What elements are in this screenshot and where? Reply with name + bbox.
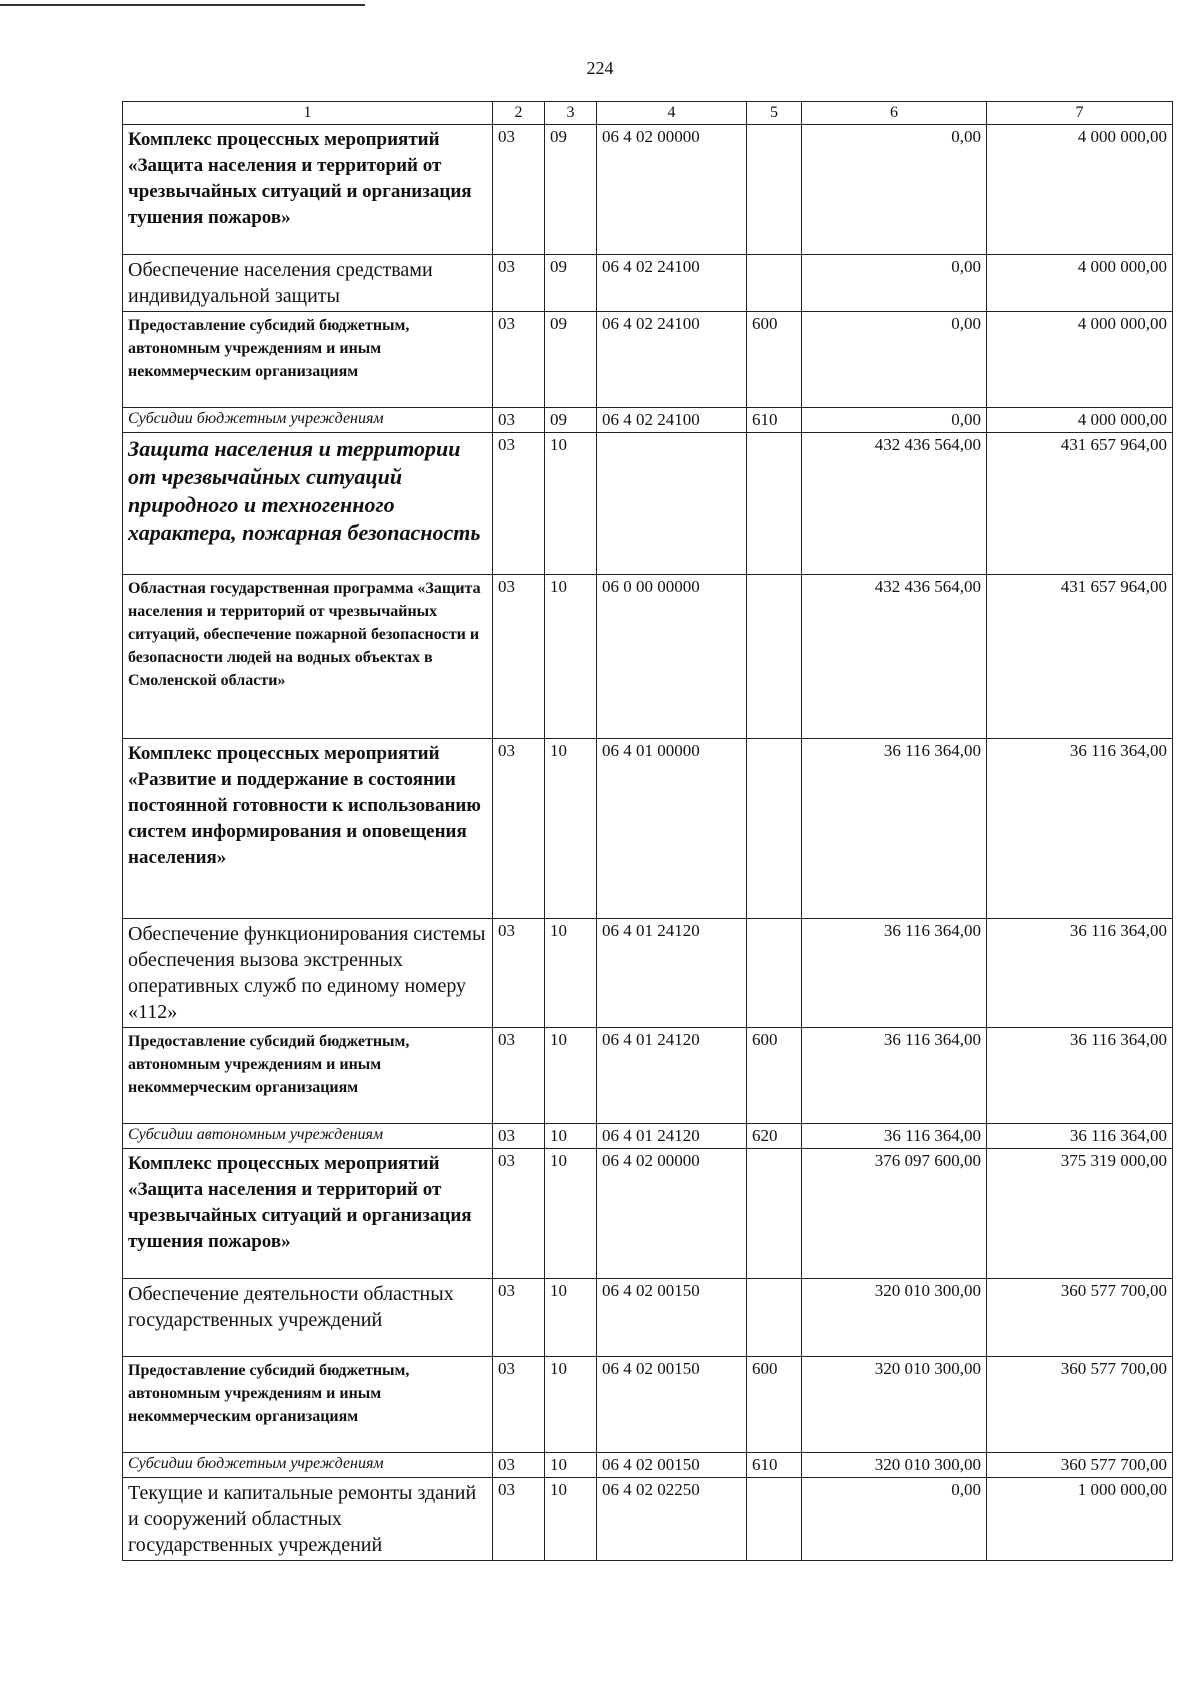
subsection-code: 10 — [545, 739, 597, 919]
expense-type-code — [747, 739, 802, 919]
expense-type-code — [747, 1149, 802, 1279]
amount-col-7: 360 577 700,00 — [987, 1357, 1173, 1453]
subsection-code: 09 — [545, 408, 597, 433]
header-col-3: 3 — [545, 102, 597, 125]
expense-type-code: 600 — [747, 1028, 802, 1124]
amount-col-6: 36 116 364,00 — [802, 1028, 987, 1124]
table-row — [123, 255, 1173, 312]
subsection-code: 10 — [545, 1279, 597, 1357]
target-article-code: 06 4 02 00000 — [597, 1149, 747, 1279]
section-code: 03 — [493, 575, 545, 739]
target-article-code: 06 4 02 02250 — [597, 1478, 747, 1561]
header-col-1: 1 — [123, 102, 493, 125]
table-row — [123, 1357, 1173, 1453]
subsection-code: 10 — [545, 1149, 597, 1279]
target-article-code: 06 4 01 24120 — [597, 919, 747, 1028]
item-name: Комплекс процессных мероприятий «Защита населения и территорий от чрезвычайных ситуаций и организация тушения пожаров» — [123, 1149, 493, 1279]
table-row — [123, 919, 1173, 1028]
target-article-code: 06 0 00 00000 — [597, 575, 747, 739]
amount-col-6: 0,00 — [802, 255, 987, 312]
table-row — [123, 433, 1173, 575]
amount-col-6: 0,00 — [802, 125, 987, 255]
amount-col-6: 320 010 300,00 — [802, 1453, 987, 1478]
target-article-code: 06 4 02 24100 — [597, 255, 747, 312]
item-name: Предоставление субсидий бюджетным, автономным учреждениям и иным некоммерческим организациям — [123, 1357, 493, 1453]
section-code: 03 — [493, 1124, 545, 1149]
subsection-code: 10 — [545, 1357, 597, 1453]
amount-col-7: 36 116 364,00 — [987, 739, 1173, 919]
top-border-line — [0, 4, 365, 6]
target-article-code: 06 4 02 00150 — [597, 1453, 747, 1478]
header-col-4: 4 — [597, 102, 747, 125]
expense-type-code — [747, 1279, 802, 1357]
section-code: 03 — [493, 1028, 545, 1124]
table-row — [123, 575, 1173, 739]
item-name: Предоставление субсидий бюджетным, автономным учреждениям и иным некоммерческим организациям — [123, 1028, 493, 1124]
item-name: Обеспечение населения средствами индивидуальной защиты — [123, 255, 493, 312]
table-row — [123, 1028, 1173, 1124]
table-row — [123, 1149, 1173, 1279]
item-name: Обеспечение функционирования системы обеспечения вызова экстренных оперативных служб по единому номеру «112» — [123, 919, 493, 1028]
subsection-code: 10 — [545, 919, 597, 1028]
page-number: 224 — [586, 58, 614, 78]
target-article-code — [597, 433, 747, 575]
amount-col-6: 0,00 — [802, 312, 987, 408]
header-col-7: 7 — [987, 102, 1173, 125]
item-name: Комплекс процессных мероприятий «Защита населения и территорий от чрезвычайных ситуаций и организация тушения пожаров» — [123, 125, 493, 255]
target-article-code: 06 4 02 00150 — [597, 1357, 747, 1453]
expense-type-code: 600 — [747, 1357, 802, 1453]
expense-type-code: 600 — [747, 312, 802, 408]
subsection-code: 10 — [545, 575, 597, 739]
header-row — [123, 102, 1173, 125]
section-code: 03 — [493, 255, 545, 312]
amount-col-7: 4 000 000,00 — [987, 408, 1173, 433]
table-row — [123, 1279, 1173, 1357]
item-name: Субсидии автономным учреждениям — [123, 1124, 493, 1149]
amount-col-6: 36 116 364,00 — [802, 739, 987, 919]
subsection-code: 10 — [545, 1028, 597, 1124]
amount-col-7: 360 577 700,00 — [987, 1453, 1173, 1478]
section-code: 03 — [493, 408, 545, 433]
target-article-code: 06 4 02 24100 — [597, 312, 747, 408]
amount-col-7: 375 319 000,00 — [987, 1149, 1173, 1279]
amount-col-6: 320 010 300,00 — [802, 1357, 987, 1453]
expense-type-code — [747, 433, 802, 575]
target-article-code: 06 4 01 00000 — [597, 739, 747, 919]
section-code: 03 — [493, 1478, 545, 1561]
amount-col-7: 431 657 964,00 — [987, 433, 1173, 575]
table-row — [123, 1124, 1173, 1149]
subsection-code: 10 — [545, 1124, 597, 1149]
section-code: 03 — [493, 739, 545, 919]
header-col-6: 6 — [802, 102, 987, 125]
section-code: 03 — [493, 125, 545, 255]
amount-col-6: 376 097 600,00 — [802, 1149, 987, 1279]
amount-col-6: 432 436 564,00 — [802, 433, 987, 575]
section-code: 03 — [493, 1453, 545, 1478]
amount-col-6: 0,00 — [802, 1478, 987, 1561]
amount-col-7: 1 000 000,00 — [987, 1478, 1173, 1561]
section-code: 03 — [493, 433, 545, 575]
section-code: 03 — [493, 312, 545, 408]
expense-type-code: 620 — [747, 1124, 802, 1149]
item-name: Субсидии бюджетным учреждениям — [123, 1453, 493, 1478]
target-article-code: 06 4 01 24120 — [597, 1124, 747, 1149]
section-code: 03 — [493, 919, 545, 1028]
table-row — [123, 1478, 1173, 1561]
subsection-code: 09 — [545, 125, 597, 255]
item-name: Областная государственная программа «Защита населения и территорий от чрезвычайных ситуаций, обеспечение пожарной безопасности и безопасности людей на водных объектах в Смоленской области» — [123, 575, 493, 739]
amount-col-7: 4 000 000,00 — [987, 125, 1173, 255]
amount-col-7: 36 116 364,00 — [987, 1028, 1173, 1124]
table-row — [123, 1453, 1173, 1478]
amount-col-7: 431 657 964,00 — [987, 575, 1173, 739]
subsection-code: 09 — [545, 255, 597, 312]
expense-type-code — [747, 919, 802, 1028]
subsection-code: 10 — [545, 1453, 597, 1478]
item-name: Текущие и капитальные ремонты зданий и сооружений областных государственных учреждений — [123, 1478, 493, 1561]
item-name: Комплекс процессных мероприятий «Развитие и поддержание в состоянии постоянной готовности к использованию систем информирования и оповещения населения» — [123, 739, 493, 919]
table-row — [123, 408, 1173, 433]
item-name: Обеспечение деятельности областных государственных учреждений — [123, 1279, 493, 1357]
budget-table — [122, 101, 1173, 1561]
header-col-2: 2 — [493, 102, 545, 125]
item-name: Предоставление субсидий бюджетным, автономным учреждениям и иным некоммерческим организациям — [123, 312, 493, 408]
expense-type-code: 610 — [747, 1453, 802, 1478]
amount-col-7: 36 116 364,00 — [987, 919, 1173, 1028]
table-row — [123, 125, 1173, 255]
subsection-code: 10 — [545, 1478, 597, 1561]
budget-table-body — [123, 102, 1173, 1561]
expense-type-code — [747, 255, 802, 312]
amount-col-7: 4 000 000,00 — [987, 255, 1173, 312]
section-code: 03 — [493, 1279, 545, 1357]
amount-col-7: 4 000 000,00 — [987, 312, 1173, 408]
item-name: Субсидии бюджетным учреждениям — [123, 408, 493, 433]
amount-col-6: 0,00 — [802, 408, 987, 433]
amount-col-6: 432 436 564,00 — [802, 575, 987, 739]
section-code: 03 — [493, 1357, 545, 1453]
expense-type-code — [747, 575, 802, 739]
target-article-code: 06 4 01 24120 — [597, 1028, 747, 1124]
expense-type-code — [747, 1478, 802, 1561]
target-article-code: 06 4 02 24100 — [597, 408, 747, 433]
amount-col-6: 320 010 300,00 — [802, 1279, 987, 1357]
table-row — [123, 739, 1173, 919]
amount-col-6: 36 116 364,00 — [802, 919, 987, 1028]
header-col-5: 5 — [747, 102, 802, 125]
expense-type-code: 610 — [747, 408, 802, 433]
amount-col-6: 36 116 364,00 — [802, 1124, 987, 1149]
amount-col-7: 360 577 700,00 — [987, 1279, 1173, 1357]
item-name: Защита населения и территории от чрезвычайных ситуаций природного и техногенного характера, пожарная безопасность — [123, 433, 493, 575]
target-article-code: 06 4 02 00150 — [597, 1279, 747, 1357]
section-code: 03 — [493, 1149, 545, 1279]
expense-type-code — [747, 125, 802, 255]
subsection-code: 10 — [545, 433, 597, 575]
subsection-code: 09 — [545, 312, 597, 408]
amount-col-7: 36 116 364,00 — [987, 1124, 1173, 1149]
table-row — [123, 312, 1173, 408]
target-article-code: 06 4 02 00000 — [597, 125, 747, 255]
